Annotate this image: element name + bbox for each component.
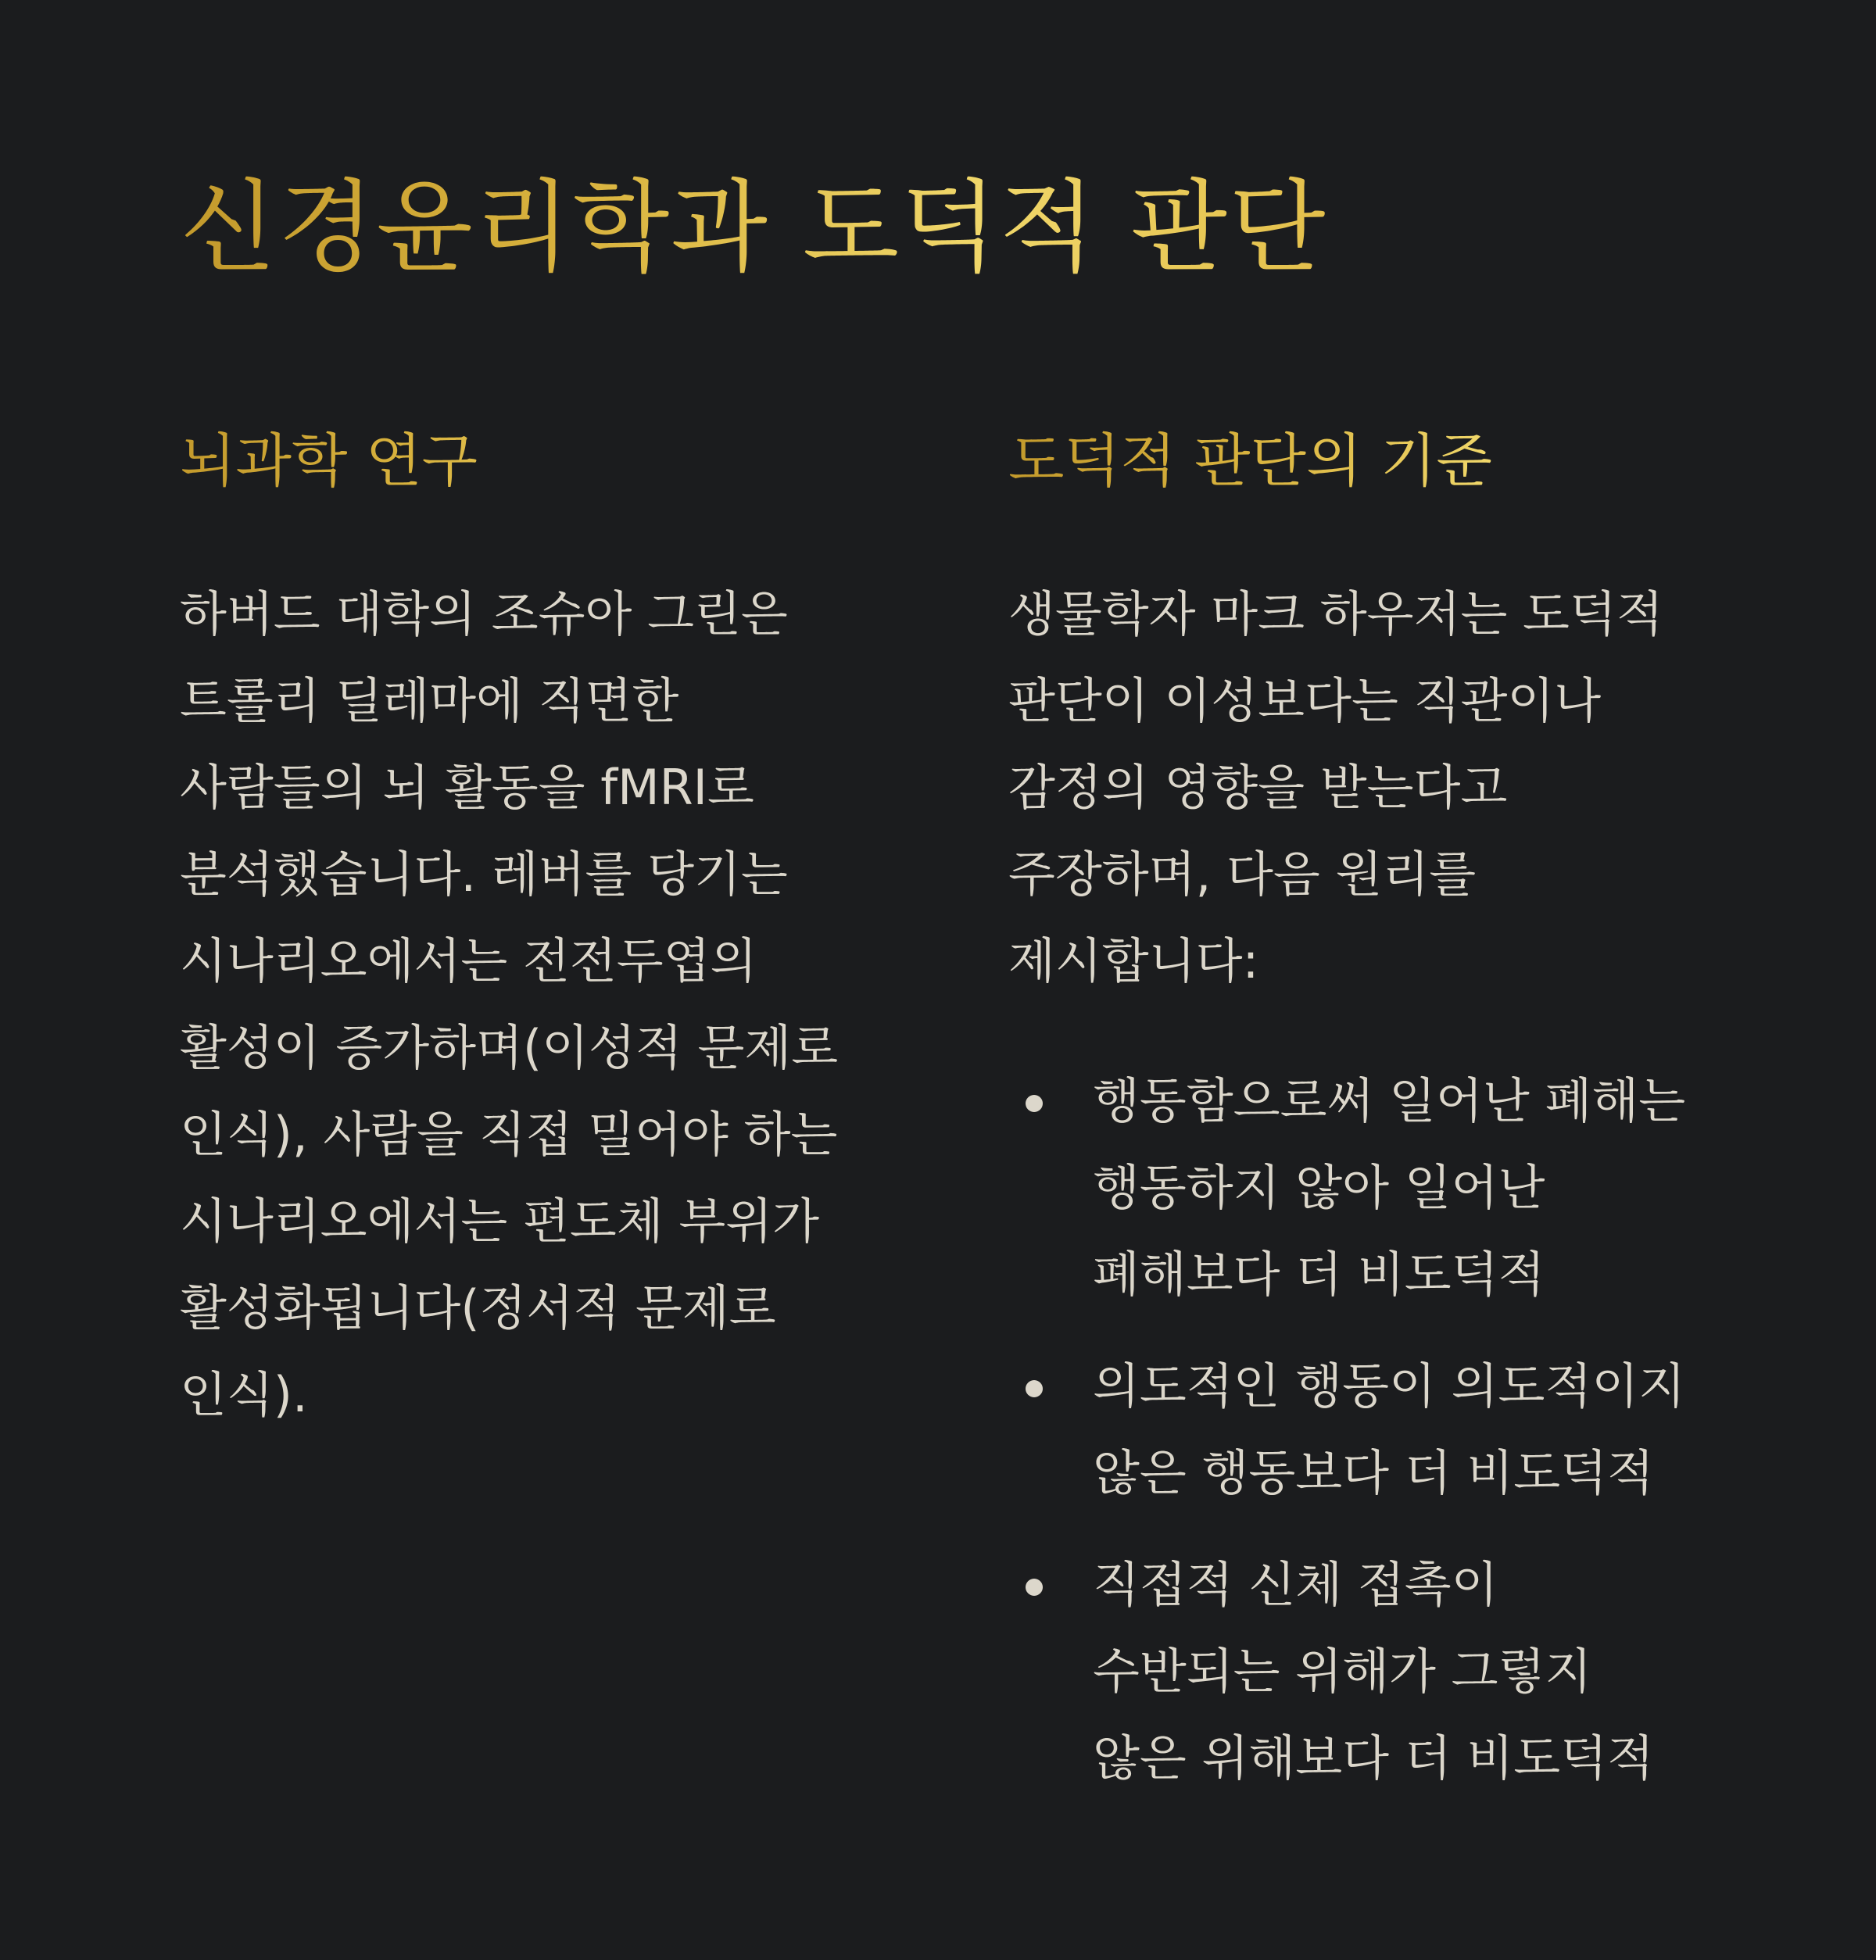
section-moral-criteria [1008,414,1696,1826]
list-item [1008,1343,1696,1516]
list-item-text: 행동함으로써 일어난 폐해는 행동하지 않아 일어난 폐해보다 더 비도덕적 [1093,1072,1686,1303]
list-item [1008,1541,1696,1801]
section-body-brain-research: 하버드 대학의 조슈아 그린은 트롤리 딜레마에 직면한 사람들의 뇌 활동을 fMRI로 분석했습니다. 레버를 당기는 시나리오에서는 전전두엽의 활성이 증가하며(이성적 문제로 인식), 사람을 직접 밀어야 하는 시나리오에서는 편도체 부위가 활성화됩니다(정서적 문제로 인식). [180,585,839,1423]
bullet-dot-icon [1026,1380,1043,1397]
list-item [1008,1057,1696,1318]
section-brain-research [180,414,868,1438]
bullet-dot-icon [1026,1579,1043,1596]
bullet-dot-icon [1026,1095,1043,1112]
list-item-text: 직접적 신체 접촉이 수반되는 위해가 그렇지 않은 위해보다 더 비도덕적 [1093,1556,1654,1787]
section-heading-brain-research: 뇌과학 연구 [180,414,868,508]
section-heading-moral-criteria: 도덕적 판단의 기준 [1008,414,1696,508]
principle-list [1008,1057,1696,1801]
page-title: 신경윤리학과 도덕적 판단 [180,168,1327,288]
section-intro-moral-criteria: 생물학자 마크 하우저는 도덕적 판단이 이성보다는 직관이나 감정의 영향을 받는다고 주장하며, 다음 원리를 제시합니다: [1008,585,1663,989]
list-item-text: 의도적인 행동이 의도적이지 않은 행동보다 더 비도덕적 [1093,1357,1686,1501]
